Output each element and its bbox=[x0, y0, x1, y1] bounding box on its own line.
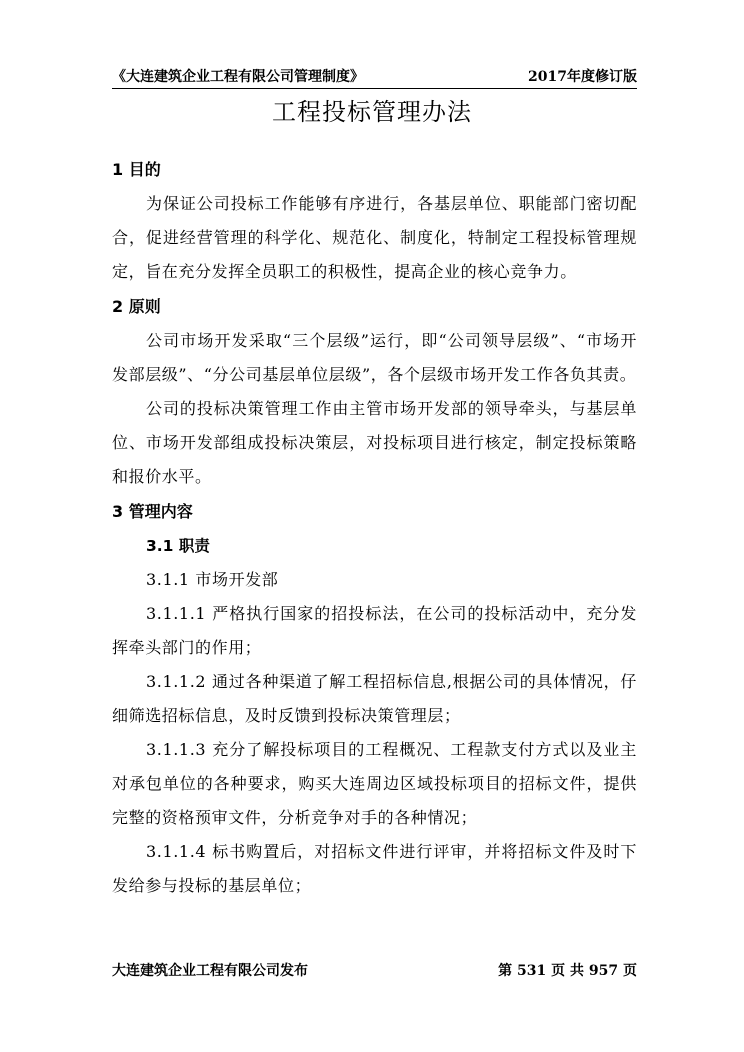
section-2-paragraph-1: 公司市场开发采取“三个层级”运行，即“公司领导层级”、“市场开发部层级”、“分公司基层单位层级”，各个层级市场开发工作各负其责。 bbox=[112, 331, 637, 384]
section-2-paragraph-2: 公司的投标决策管理工作由主管市场开发部的领导牵头，与基层单位、市场开发部组成投标决策层，对投标项目进行核定，制定投标策略和报价水平。 bbox=[112, 399, 637, 486]
section-1-heading: 1 目的 bbox=[112, 160, 161, 179]
header-revision: 2017年度修订版 bbox=[528, 69, 637, 85]
clause-3-1-1-1: 3.1.1.1 严格执行国家的招投标法，在公司的投标活动中，充分发挥牵头部门的作用； bbox=[112, 604, 637, 657]
header-document-name: 《大连建筑企业工程有限公司管理制度》 bbox=[112, 69, 364, 85]
clause-3-1-1-2: 3.1.1.2 通过各种渠道了解工程招标信息,根据公司的具体情况，仔细筛选招标信息，及时反馈到投标决策管理层； bbox=[112, 672, 637, 725]
section-3-1-heading: 3.1 职责 bbox=[146, 537, 210, 555]
footer-page-number: 第 531 页 共 957 页 bbox=[498, 963, 637, 979]
section-3-heading: 3 管理内容 bbox=[112, 502, 193, 521]
page-header bbox=[112, 64, 637, 89]
section-2-heading: 2 原则 bbox=[112, 297, 161, 316]
clause-3-1-1-3: 3.1.1.3 充分了解投标项目的工程概况、工程款支付方式以及业主对承包单位的各种要求，购买大连周边区域投标项目的招标文件，提供完整的资格预审文件，分析竞争对手的各种情况； bbox=[112, 740, 637, 827]
document-title: 工程投标管理办法 bbox=[272, 98, 472, 126]
clause-3-1-1-4: 3.1.1.4 标书购置后，对招标文件进行评审，并将招标文件及时下发给参与投标的基层单位； bbox=[112, 842, 637, 895]
page-footer bbox=[112, 960, 637, 982]
section-1-paragraph: 为保证公司投标工作能够有序进行，各基层单位、职能部门密切配合，促进经营管理的科学化、规范化、制度化，特制定工程投标管理规定，旨在充分发挥全员职工的积极性，提高企业的核心竞争力。 bbox=[112, 194, 637, 281]
document-body bbox=[112, 152, 637, 903]
footer-publisher: 大连建筑企业工程有限公司发布 bbox=[112, 963, 308, 979]
section-3-1-1-heading: 3.1.1 市场开发部 bbox=[146, 570, 279, 589]
